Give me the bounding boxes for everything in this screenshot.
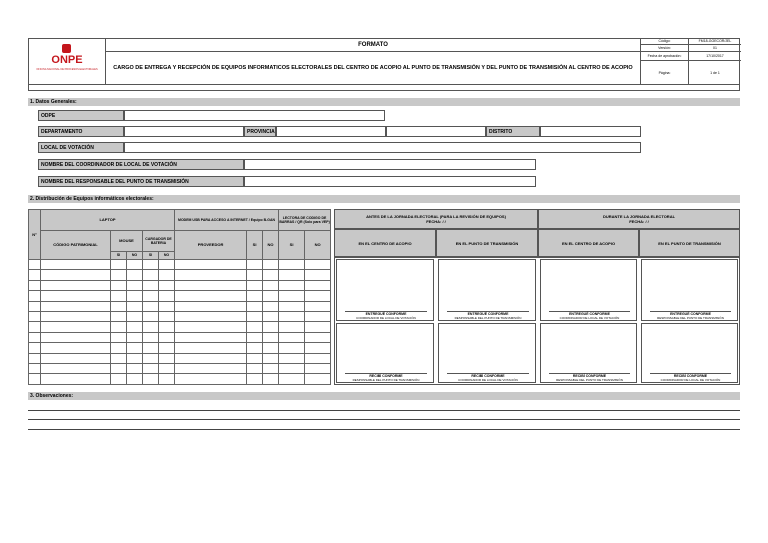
- equipment-row: [29, 332, 331, 342]
- equipment-cell[interactable]: [29, 332, 41, 342]
- equipment-cell[interactable]: [41, 301, 111, 311]
- equipment-cell[interactable]: [305, 260, 331, 270]
- responsable-label: NOMBRE DEL RESPONSABLE DEL PUNTO DE TRANSMISIÓN: [38, 176, 244, 187]
- equipment-cell[interactable]: [127, 291, 143, 301]
- equipment-cell[interactable]: [159, 312, 175, 322]
- odpe-label: ODPE: [38, 110, 124, 121]
- equipment-cell[interactable]: [41, 270, 111, 280]
- equipment-cell[interactable]: [111, 280, 127, 290]
- sig-role: COORDINADOR DE LOCAL DE VOTACIÓN: [356, 316, 416, 320]
- equipment-cell[interactable]: [279, 374, 305, 385]
- equipment-cell[interactable]: [29, 301, 41, 311]
- equipment-cell[interactable]: [279, 270, 305, 280]
- equipment-cell[interactable]: [159, 260, 175, 270]
- equipment-cell[interactable]: [247, 364, 263, 374]
- equipment-cell[interactable]: [175, 374, 247, 385]
- lectora-no: NO: [305, 230, 331, 259]
- equipment-cell[interactable]: [263, 260, 279, 270]
- mouse-si: SI: [111, 251, 127, 259]
- equipment-cell[interactable]: [143, 301, 159, 311]
- n-header: N°: [29, 210, 41, 260]
- modem-header: MODEM USB PARA ACCESO A INTERNET / Equipo B-GAN: [175, 210, 279, 231]
- equipment-cell[interactable]: [263, 353, 279, 363]
- proveedor-header: PROVEEDOR: [175, 230, 247, 259]
- equipment-cell[interactable]: [175, 364, 247, 374]
- equipment-cell[interactable]: [175, 343, 247, 353]
- equipment-cell[interactable]: [247, 332, 263, 342]
- equipment-cell[interactable]: [111, 291, 127, 301]
- equipment-cell[interactable]: [159, 270, 175, 280]
- equipment-row: [29, 270, 331, 280]
- mouse-header: MOUSE: [111, 230, 143, 251]
- sig-entrego-label: ENTREGUÉ CONFORME: [670, 312, 711, 316]
- equipment-cell[interactable]: [279, 260, 305, 270]
- equipment-cell[interactable]: [305, 280, 331, 290]
- durante-header: [538, 209, 740, 229]
- equipment-cell[interactable]: [29, 374, 41, 385]
- equipment-cell[interactable]: [127, 301, 143, 311]
- equipment-cell[interactable]: [279, 343, 305, 353]
- equipment-cell[interactable]: [279, 291, 305, 301]
- equipment-cell[interactable]: [143, 364, 159, 374]
- page-title: CARGO DE ENTREGA Y RECEPCIÓN DE EQUIPOS INFORMATICOS ELECTORALES DEL CENTRO DE ACOPIO AL PUNTO DE TRANSMISIÓN Y DEL PUNTO DE TRANSMISIÓN AL CENTRO DE ACOPIO: [113, 65, 633, 71]
- departamento-label: DEPARTAMENTO: [38, 126, 124, 137]
- equipment-cell[interactable]: [41, 280, 111, 290]
- equipment-cell[interactable]: [247, 322, 263, 332]
- provincia-label: PROVINCIA: [244, 126, 276, 137]
- equipment-cell[interactable]: [263, 312, 279, 322]
- equipment-cell[interactable]: [143, 353, 159, 363]
- mouse-no: NO: [127, 251, 143, 259]
- equipment-cell[interactable]: [29, 312, 41, 322]
- antes-fecha: FECHA: / /: [426, 219, 446, 224]
- equipment-cell[interactable]: [29, 270, 41, 280]
- code-value: FM18-GOECOR/JEL: [689, 38, 741, 45]
- equipment-cell[interactable]: [305, 353, 331, 363]
- odpe-field[interactable]: [124, 110, 385, 121]
- equipment-cell[interactable]: [263, 374, 279, 385]
- equipment-cell[interactable]: [143, 260, 159, 270]
- sig-recibi-label: RECIBÍ CONFORME: [471, 374, 505, 378]
- departamento-field[interactable]: [124, 126, 244, 137]
- sig-entrego-label: ENTREGUÉ CONFORME: [467, 312, 509, 316]
- equipment-row: [29, 353, 331, 363]
- coordinador-label: NOMBRE DEL COORDINADOR DE LOCAL DE VOTACIÓN: [38, 159, 244, 170]
- sig-role: COORDINADOR DE LOCAL DE VOTACIÓN: [458, 378, 518, 382]
- equipment-cell[interactable]: [279, 332, 305, 342]
- equipment-cell[interactable]: [127, 332, 143, 342]
- equipment-cell[interactable]: [111, 312, 127, 322]
- sig-entrego-label: ENTREGUÉ CONFORME: [569, 312, 610, 316]
- equipment-cell[interactable]: [305, 270, 331, 280]
- equipment-cell[interactable]: [143, 312, 159, 322]
- provincia-field[interactable]: [276, 126, 386, 137]
- sig-role: COORDINADOR DE LOCAL DE VOTACIÓN: [559, 316, 620, 320]
- antes-centro-header: EN EL CENTRO DE ACOPIO: [334, 229, 436, 257]
- sig-recibi-label: RECIBÍ CONFORME: [369, 374, 403, 378]
- equipment-cell[interactable]: [279, 312, 305, 322]
- equipment-row: [29, 312, 331, 322]
- date-value: 17/10/2017: [689, 52, 741, 61]
- sig-role: RESPONSABLE DEL PUNTO DE TRANSMISIÓN: [657, 316, 724, 320]
- responsable-field[interactable]: [244, 176, 536, 187]
- equipment-cell[interactable]: [175, 332, 247, 342]
- equipment-cell[interactable]: [263, 322, 279, 332]
- equipment-row: [29, 322, 331, 332]
- observation-line-2[interactable]: [28, 419, 740, 420]
- equipment-row: [29, 260, 331, 270]
- equipment-cell[interactable]: [127, 322, 143, 332]
- equipment-row: [29, 374, 331, 385]
- durante-punto-header: EN EL PUNTO DE TRANSMISIÓN: [639, 229, 740, 257]
- equipment-cell[interactable]: [29, 343, 41, 353]
- equipment-cell[interactable]: [279, 364, 305, 374]
- equipment-cell[interactable]: [41, 343, 111, 353]
- equipment-cell[interactable]: [29, 291, 41, 301]
- laptop-header: LAPTOP: [41, 210, 175, 231]
- equipment-cell[interactable]: [247, 280, 263, 290]
- coordinador-field[interactable]: [244, 159, 536, 170]
- header-divider: [28, 84, 740, 85]
- equipment-cell[interactable]: [111, 353, 127, 363]
- equipment-cell[interactable]: [41, 260, 111, 270]
- equipment-cell[interactable]: [305, 332, 331, 342]
- version-value: 01: [689, 45, 741, 52]
- lectora-si: SI: [279, 230, 305, 259]
- local-field[interactable]: [124, 142, 641, 153]
- observation-line-1[interactable]: [28, 410, 740, 411]
- equipment-cell[interactable]: [111, 374, 127, 385]
- observation-line-3[interactable]: [28, 429, 740, 430]
- equipment-cell[interactable]: [247, 291, 263, 301]
- equipment-cell[interactable]: [127, 343, 143, 353]
- distrito-label: DISTRITO: [486, 126, 540, 137]
- logo-subtext: OFICINA NACIONAL DE PROCESOS ELECTORALES: [36, 68, 98, 71]
- equipment-row: [29, 301, 331, 311]
- section3-title: 3. Observaciones:: [28, 392, 740, 400]
- equipment-cell[interactable]: [159, 280, 175, 290]
- equipment-cell[interactable]: [127, 374, 143, 385]
- equipment-cell[interactable]: [41, 291, 111, 301]
- equipment-cell[interactable]: [29, 260, 41, 270]
- equipment-cell[interactable]: [305, 343, 331, 353]
- equipment-cell[interactable]: [247, 374, 263, 385]
- equipment-cell[interactable]: [41, 353, 111, 363]
- sig-entrego-label: ENTREGUÉ CONFORME: [365, 312, 407, 316]
- version-label: Versión:: [641, 45, 689, 52]
- equipment-cell[interactable]: [29, 353, 41, 363]
- equipment-cell[interactable]: [247, 301, 263, 311]
- equipment-cell[interactable]: [41, 374, 111, 385]
- equipment-cell[interactable]: [263, 280, 279, 290]
- section2-title: 2. Distribución de Equipos informáticos electorales:: [28, 195, 740, 203]
- sig-recibi-label: RECIBÍ CONFORME: [572, 374, 607, 378]
- logo-area: [28, 38, 106, 84]
- equipment-cell[interactable]: [159, 322, 175, 332]
- cargador-header: CARGADOR DE BATERIA: [143, 230, 175, 251]
- equipment-cell[interactable]: [263, 270, 279, 280]
- sig-role: RESPONSABLE DEL PUNTO DE TRANSMISIÓN: [454, 316, 522, 320]
- equipment-cell[interactable]: [41, 364, 111, 374]
- sig-role: COORDINADOR DE LOCAL DE VOTACIÓN: [660, 378, 721, 382]
- equipment-cell[interactable]: [305, 322, 331, 332]
- equipment-cell[interactable]: [175, 270, 247, 280]
- equipment-cell[interactable]: [279, 322, 305, 332]
- equipment-cell[interactable]: [175, 312, 247, 322]
- equipment-row: [29, 291, 331, 301]
- equipment-cell[interactable]: [41, 322, 111, 332]
- equipment-cell[interactable]: [41, 332, 111, 342]
- cargador-no: NO: [159, 251, 175, 259]
- format-label: FORMATO: [106, 38, 640, 52]
- equipment-cell[interactable]: [143, 270, 159, 280]
- equipment-cell[interactable]: [111, 270, 127, 280]
- sig-role: RESPONSABLE DEL PUNTO DE TRANSMISIÓN: [352, 378, 420, 382]
- equipment-cell[interactable]: [111, 260, 127, 270]
- equipment-cell[interactable]: [41, 312, 111, 322]
- equipment-cell[interactable]: [159, 374, 175, 385]
- provincia-field-2[interactable]: [386, 126, 486, 137]
- equipment-cell[interactable]: [247, 353, 263, 363]
- equipment-cell[interactable]: [263, 291, 279, 301]
- equipment-cell[interactable]: [175, 291, 247, 301]
- sig-outer-border: [334, 257, 740, 385]
- durante-centro-header: EN EL CENTRO DE ACOPIO: [538, 229, 639, 257]
- equipment-cell[interactable]: [305, 312, 331, 322]
- equipment-cell[interactable]: [247, 343, 263, 353]
- equipment-cell[interactable]: [143, 291, 159, 301]
- antes-header: [334, 209, 538, 229]
- equipment-cell[interactable]: [127, 353, 143, 363]
- equipment-cell[interactable]: [175, 301, 247, 311]
- equipment-row: [29, 343, 331, 353]
- equipment-cell[interactable]: [247, 270, 263, 280]
- equipment-cell[interactable]: [305, 374, 331, 385]
- equipment-cell[interactable]: [263, 364, 279, 374]
- distrito-field[interactable]: [540, 126, 641, 137]
- logo-text: ONPE: [51, 54, 83, 66]
- equipment-row: [29, 364, 331, 374]
- equipment-cell[interactable]: [29, 322, 41, 332]
- equipment-cell[interactable]: [175, 280, 247, 290]
- equipment-cell[interactable]: [159, 332, 175, 342]
- equipment-cell[interactable]: [111, 301, 127, 311]
- equipment-cell[interactable]: [127, 312, 143, 322]
- sig-role: RESPONSABLE DEL PUNTO DE TRANSMISIÓN: [556, 378, 623, 382]
- page-label: Página:: [641, 61, 689, 84]
- equipment-cell[interactable]: [279, 301, 305, 311]
- equipment-cell[interactable]: [143, 322, 159, 332]
- equipment-cell[interactable]: [305, 301, 331, 311]
- date-label: Fecha de aprobación:: [641, 52, 689, 61]
- equipment-cell[interactable]: [127, 260, 143, 270]
- equipment-cell[interactable]: [305, 364, 331, 374]
- equipment-cell[interactable]: [111, 322, 127, 332]
- logo-emblem-icon: [62, 44, 71, 53]
- modem-no: NO: [263, 230, 279, 259]
- equipment-cell[interactable]: [143, 343, 159, 353]
- equipment-cell[interactable]: [175, 260, 247, 270]
- modem-si: SI: [247, 230, 263, 259]
- equipment-cell[interactable]: [159, 353, 175, 363]
- equipment-cell[interactable]: [279, 280, 305, 290]
- equipment-cell[interactable]: [111, 332, 127, 342]
- equipment-cell[interactable]: [247, 260, 263, 270]
- equipment-cell[interactable]: [305, 291, 331, 301]
- equipment-cell[interactable]: [263, 332, 279, 342]
- equipment-cell[interactable]: [29, 280, 41, 290]
- equipment-cell[interactable]: [175, 353, 247, 363]
- equipment-cell[interactable]: [143, 280, 159, 290]
- equipment-cell[interactable]: [159, 364, 175, 374]
- codigo-header: CÓDIGO PATRIMONIAL: [41, 230, 111, 259]
- equipment-cell[interactable]: [111, 364, 127, 374]
- local-label: LOCAL DE VOTACIÓN: [38, 142, 124, 153]
- equipment-cell[interactable]: [279, 353, 305, 363]
- equipment-cell[interactable]: [143, 332, 159, 342]
- antes-title: ANTES DE LA JORNADA ELECTORAL (PARA LA REVISIÓN DE EQUIPOS): [366, 214, 506, 219]
- durante-fecha: FECHA: / /: [629, 219, 649, 224]
- equipment-cell[interactable]: [127, 270, 143, 280]
- equipment-cell[interactable]: [175, 322, 247, 332]
- meta-box: [640, 38, 740, 84]
- equipment-cell[interactable]: [127, 364, 143, 374]
- equipment-row: [29, 280, 331, 290]
- equipment-cell[interactable]: [263, 343, 279, 353]
- equipment-table: [28, 209, 330, 385]
- equipment-cell[interactable]: [159, 301, 175, 311]
- equipment-cell[interactable]: [29, 364, 41, 374]
- cargador-si: SI: [143, 251, 159, 259]
- durante-title: DURANTE LA JORNADA ELECTORAL: [602, 214, 676, 219]
- equipment-cell[interactable]: [111, 343, 127, 353]
- antes-punto-header: EN EL PUNTO DE TRANSMISIÓN: [436, 229, 538, 257]
- equipment-cell[interactable]: [143, 374, 159, 385]
- equipment-cell[interactable]: [159, 291, 175, 301]
- page-value: 1 de 1: [710, 70, 720, 75]
- code-label: Código:: [641, 38, 689, 45]
- equipment-cell[interactable]: [127, 280, 143, 290]
- lectora-header: LECTORA DE CODIGO DE BARRAS / QR (Solo para VEP): [279, 210, 331, 231]
- equipment-cell[interactable]: [263, 301, 279, 311]
- equipment-cell[interactable]: [247, 312, 263, 322]
- equipment-cell[interactable]: [159, 343, 175, 353]
- sig-recibi-label: RECIBÍ CONFORME: [673, 374, 708, 378]
- section1-title: 1. Datos Generales:: [28, 98, 740, 106]
